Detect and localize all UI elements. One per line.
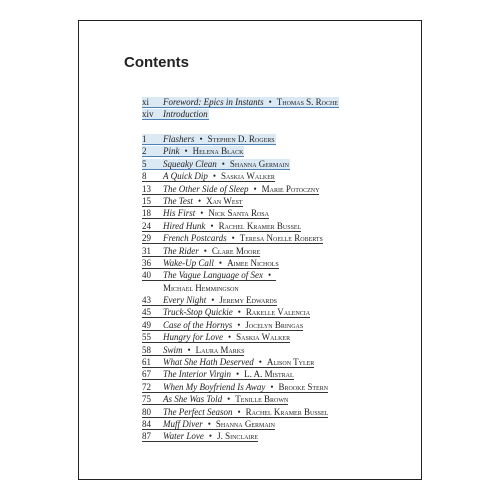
entry-link (142, 419, 275, 430)
entry-title: His First (163, 208, 196, 219)
entry-link (142, 382, 328, 393)
bullet-separator: • (187, 344, 191, 355)
entry-title: As She Was Told (163, 394, 223, 405)
page-number: 61 (142, 357, 151, 368)
entry-link (142, 320, 303, 331)
entry-title: Introduction (163, 109, 208, 120)
bullet-separator: • (231, 233, 235, 244)
page-number: 36 (142, 257, 151, 268)
page-number: 84 (142, 418, 151, 429)
entry-title: The Test (163, 195, 193, 206)
entry-author: Rachel Kramer Bussel (218, 220, 302, 231)
bullet-separator: • (258, 357, 262, 368)
entry-author: Jeremy Edwards (219, 295, 277, 306)
entry-link (142, 307, 310, 318)
entry-title: Hungry for Love (163, 332, 223, 343)
toc-entry-foreword[interactable] (142, 96, 372, 108)
entry-title: Truck-Stop Quickie (163, 307, 233, 318)
bullet-separator: • (268, 97, 272, 107)
entry-author: Tenille Brown (235, 394, 289, 405)
page-number: 58 (142, 344, 151, 355)
page-number: 45 (142, 307, 151, 318)
entry-author: Alison Tyler (266, 357, 315, 368)
bullet-separator: • (253, 183, 257, 194)
page-number: 15 (142, 195, 151, 206)
entry-author: Xan West (206, 195, 243, 206)
bullet-separator: • (212, 171, 216, 182)
entry-title: Swim (163, 344, 183, 355)
entry-author: Shanna Germain (215, 418, 275, 429)
entry-title: Pink (163, 146, 180, 157)
entry-link (142, 233, 323, 244)
entry-link (142, 246, 260, 257)
toc-entry[interactable] (142, 133, 372, 145)
entry-author: Brooke Stern (278, 381, 329, 392)
bullet-separator: • (218, 257, 223, 268)
toc-entry[interactable] (142, 430, 372, 442)
entry-title: Flashers (163, 134, 195, 144)
bullet-separator: • (200, 208, 204, 219)
entry-link (142, 258, 279, 269)
entry-author: Rakelle Valencia (245, 307, 311, 318)
entry-author: Helena Black (192, 146, 244, 157)
bullet-separator: • (267, 270, 272, 281)
page-number: 75 (142, 394, 151, 405)
toc-entry[interactable] (142, 406, 372, 418)
bullet-separator: • (228, 332, 232, 343)
toc-entry[interactable] (142, 393, 372, 405)
entry-link (142, 208, 269, 219)
entry-author: Saskia Walker (236, 332, 291, 343)
entry-title: The Rider (163, 245, 199, 256)
page-number: 2 (142, 146, 147, 157)
entry-author: Marie Potoczny (261, 183, 320, 194)
toc-entry-introduction[interactable] (142, 108, 372, 120)
entry-author: Aimee Nichols (227, 257, 279, 268)
toc-entry[interactable] (142, 319, 372, 331)
entry-link (142, 171, 275, 182)
stories-list (142, 133, 372, 443)
entry-title: Wake-Up Call (163, 257, 214, 268)
entry-link (142, 134, 276, 145)
entry-link (142, 369, 294, 380)
entry-author: Saskia Walker (220, 171, 275, 182)
page-number: 87 (142, 431, 151, 442)
toc-entry[interactable] (142, 232, 372, 244)
entry-author: Laura Marks (195, 344, 245, 355)
bullet-separator: • (208, 431, 213, 442)
entry-title: The Interior Virgin (163, 369, 231, 380)
entry-link (142, 332, 290, 343)
entry-author: Rachel Kramer Bussel (245, 406, 329, 417)
toc-entry[interactable] (142, 381, 372, 393)
entry-title: The Other Side of Sleep (163, 183, 249, 194)
bullet-separator: • (227, 394, 231, 405)
entry-author: Clare Moore (211, 245, 261, 256)
entry-link (142, 221, 301, 232)
front-matter-list (142, 96, 372, 121)
bullet-separator: • (270, 381, 274, 392)
page-number: xi (142, 97, 150, 107)
page-number: 24 (142, 220, 151, 231)
entry-title: Muff Diver (163, 418, 203, 429)
entry-author: Stephen D. Rogers (207, 134, 275, 144)
toc-entry[interactable] (142, 145, 372, 157)
page-number: 49 (142, 319, 151, 330)
entry-link (142, 345, 244, 356)
entry-author: Shanna Germain (229, 158, 289, 169)
toc-entry[interactable] (142, 344, 372, 356)
toc-entry[interactable] (142, 368, 372, 380)
entry-link (142, 295, 277, 306)
page-number: 67 (142, 369, 151, 380)
entry-author: Nick Santa Rosa (208, 208, 269, 219)
entry-author: Teresa Noelle Roberts (239, 233, 323, 244)
toc-entry[interactable] (142, 183, 372, 195)
entry-author: L. A. Mistral (244, 369, 294, 380)
entry-title: A Quick Dip (163, 171, 208, 182)
toc-entry[interactable] (142, 331, 372, 343)
toc-entry[interactable] (142, 170, 372, 182)
toc-entry[interactable] (142, 269, 372, 281)
toc-entry[interactable] (142, 294, 372, 306)
entry-title: Foreword: Epics in Instants (163, 97, 264, 107)
entry-title: Every Night (163, 295, 207, 306)
entry-link (142, 146, 244, 157)
page-number: 8 (142, 171, 147, 182)
page-number: 5 (142, 158, 147, 169)
bullet-separator: • (203, 245, 207, 256)
page-number: 80 (142, 406, 151, 417)
page-number: 18 (142, 208, 151, 219)
bullet-separator: • (211, 295, 215, 306)
entry-link (142, 357, 314, 368)
toc-entry[interactable] (142, 220, 372, 232)
bullet-separator: • (237, 406, 241, 417)
page-number: xiv (142, 109, 154, 120)
entry-title: Water Love (163, 431, 204, 442)
bullet-separator: • (221, 158, 225, 169)
entry-link (142, 270, 276, 281)
page-number: 72 (142, 381, 151, 392)
toc-entry-continuation[interactable] (142, 282, 372, 294)
entry-author: Jocelyn Bringas (245, 319, 304, 330)
page-number: 55 (142, 332, 151, 343)
toc-entry[interactable] (142, 195, 372, 207)
bullet-separator: • (197, 195, 202, 206)
page-number: 43 (142, 295, 151, 306)
entry-author: J. Sinclaire (217, 431, 259, 442)
entry-link (142, 407, 328, 418)
page-number: 13 (142, 183, 151, 194)
page-number: 40 (142, 270, 151, 281)
bullet-separator: • (237, 307, 241, 318)
page-number: 31 (142, 245, 151, 256)
entry-title: When My Boyfriend Is Away (163, 381, 266, 392)
entry-link (142, 431, 258, 442)
entry-link (142, 394, 288, 405)
toc-entry[interactable] (142, 418, 372, 430)
toc-entry[interactable] (142, 257, 372, 269)
toc-entry[interactable] (142, 245, 372, 257)
bullet-separator: • (184, 146, 188, 157)
entry-title: French Postcards (163, 233, 227, 244)
bullet-separator: • (237, 319, 241, 330)
entry-link (142, 196, 243, 207)
entry-link (142, 184, 319, 195)
bullet-separator: • (236, 369, 240, 380)
entry-link (142, 159, 290, 170)
entry-title: What She Hath Deserved (163, 357, 254, 368)
entry-title: Hired Hunk (163, 220, 206, 231)
entry-title: Squeaky Clean (163, 158, 217, 169)
toc-entry[interactable] (142, 356, 372, 368)
entry-title: Case of the Hornys (163, 319, 233, 330)
page-number: 1 (142, 134, 147, 144)
entry-author: Thomas S. Roche (276, 97, 338, 107)
toc-entry[interactable] (142, 306, 372, 318)
toc-entry[interactable] (142, 207, 372, 219)
entry-author: Michael Hemmingson (163, 282, 239, 293)
entry-title: The Vague Language of Sex (163, 270, 263, 281)
contents-heading: Contents (124, 54, 189, 71)
bullet-separator: • (207, 418, 211, 429)
bullet-separator: • (199, 134, 203, 144)
bullet-separator: • (210, 220, 214, 231)
toc-entry[interactable] (142, 158, 372, 170)
entry-title: The Perfect Season (163, 406, 233, 417)
page-number: 29 (142, 233, 151, 244)
